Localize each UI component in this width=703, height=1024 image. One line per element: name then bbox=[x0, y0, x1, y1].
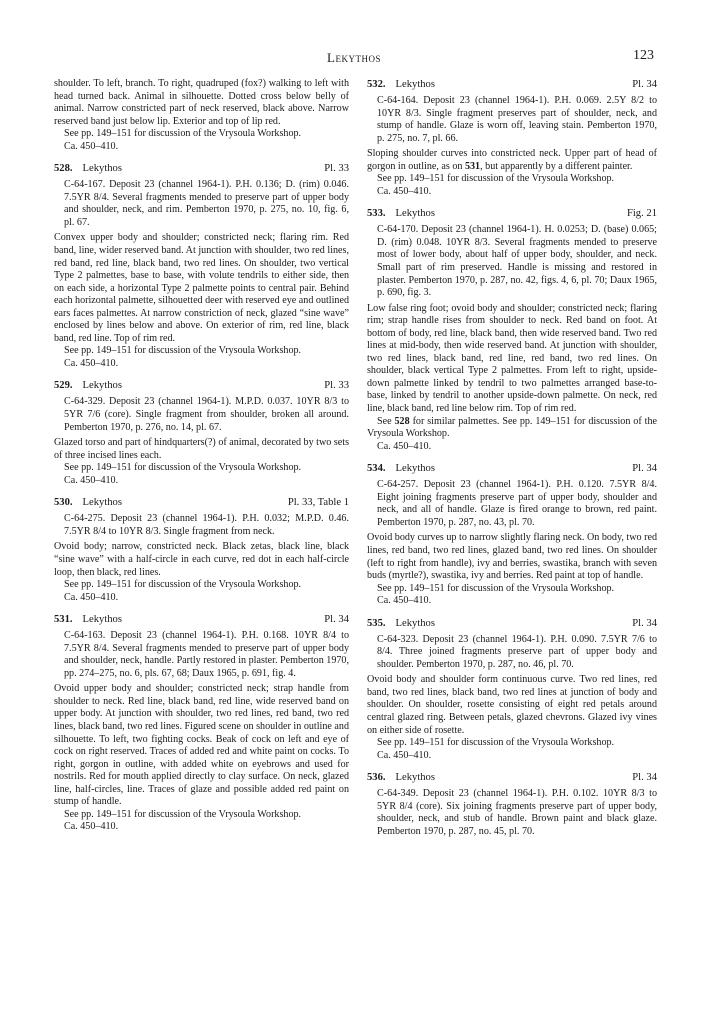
entry-header bbox=[367, 617, 657, 631]
entry-date: Ca. 450–410. bbox=[377, 595, 432, 607]
entry-name: Lekythos bbox=[82, 614, 122, 626]
entry-catalog: C-64-323. Deposit 23 (channel 1964-1). P.H. 0.090. 7.5YR 7/6 to 8/4. Three joined fragments preserve part of upper body and shoulder. Pemberton 1970, p. 287, no. 46, pl. 70. bbox=[377, 633, 657, 670]
entry-date: Ca. 450–410. bbox=[64, 591, 119, 603]
entry-plate: Pl. 34 bbox=[632, 463, 657, 475]
entry-see-note: See pp. 149–151 for discussion of the Vrysoula Workshop. bbox=[64, 808, 302, 820]
entry-catalog: C-64-257. Deposit 23 (channel 1964-1). P.H. 0.120. 7.5YR 8/4. Eight joining fragments preserve part of upper body, shoulder and neck, and all of handle. Glaze is fired orange to brown, red paint. Pemberton 1970, p. 287, no. 43, pl. 70. bbox=[377, 479, 657, 528]
entry-header bbox=[367, 207, 657, 221]
entry-catalog: C-64-170. Deposit 23 (channel 1964-1). H. 0.0253; D. (base) 0.065; D. (rim) 0.048. 10YR 8/3. Several fragments mended to preserve most of lower body, about half of upper body, shoulder, and neck. Small part of rim preserved. Handle is missing and restored in plaster. Pemberton 1970, p. 287, no. 42, figs. 4, 6, pl. 70; Daux 1965, p. 690, fig. 3. bbox=[377, 224, 657, 299]
entry-number: 535. bbox=[367, 617, 386, 629]
entry-see-note: See 528 for similar palmettes. See pp. 149–151 for discussion of the Vrysoula Workshop. bbox=[367, 415, 657, 440]
entry-description: Ovoid body and shoulder form continuous curve. Two red lines, red band, two red lines, black band, two red lines at junction of body and shoulder. On shoulder, rosette consisting of eight red petals around central glazed ring. Between petals, glazed chevrons. Glazed ivy vines on either side of rosette. bbox=[367, 674, 657, 736]
running-title: Lekythos bbox=[327, 50, 381, 65]
entry-catalog: C-64-275. Deposit 23 (channel 1964-1). P.H. 0.032; M.P.D. 0.46. 7.5YR 8/4 to 10YR 8/3. Single fragment from neck. bbox=[64, 513, 349, 537]
intro-see-note: See pp. 149–151 for discussion of the Vrysoula Workshop. bbox=[64, 128, 302, 140]
entry-description: Glazed torso and part of hindquarters(?) of animal, decorated by two sets of three incised lines each. bbox=[54, 437, 349, 461]
entry-header bbox=[367, 771, 657, 785]
entry-date: Ca. 450–410. bbox=[64, 474, 119, 486]
page-number: 123 bbox=[633, 48, 654, 63]
left-column bbox=[54, 78, 349, 834]
entry-date: Ca. 450–410. bbox=[64, 357, 119, 369]
entry-description: Sloping shoulder curves into constricted neck. Upper part of head of gorgon in outline, as on 531, but apparently by a different painter. bbox=[367, 148, 657, 172]
entry-header bbox=[54, 613, 349, 627]
entry-name: Lekythos bbox=[82, 497, 122, 509]
entry-plate: Pl. 34 bbox=[324, 614, 349, 626]
entry-name: Lekythos bbox=[395, 208, 435, 220]
intro-date: Ca. 450–410. bbox=[64, 140, 119, 152]
entry-plate: Pl. 34 bbox=[632, 617, 657, 629]
entry-description: Convex upper body and shoulder; constricted neck; flaring rim. Red band, line, wider reserved band. At junction with shoulder, two red lines, red band, red line, black band, two red lines. On shoulder, two vertical Type 2 palmettes, base to base, with volute tendrils to either side, then on each side, a horizontal Type 2 palmette points to central pair. Behind each horizontal palmette, silhouetted deer with reserved eye and outlined ears faces palmettes. At narrow constriction of neck, glazed “sine wave” enclosed by lines below and above. On exterior of rim, red line, black band, red line. Top of rim red. bbox=[54, 232, 349, 344]
entry-name: Lekythos bbox=[395, 617, 435, 629]
catalog-entry-532 bbox=[367, 78, 657, 198]
entry-figure: Fig. 21 bbox=[626, 208, 657, 220]
entry-date: Ca. 450–410. bbox=[64, 821, 119, 833]
running-head bbox=[54, 48, 654, 68]
entry-plate: Pl. 33 bbox=[324, 380, 349, 392]
entry-description: Low false ring foot; ovoid body and shoulder; constricted neck; flaring rim; strap handle rises from shoulder to neck. Red band on foot. At bottom of body, red line, black band, then wide reserved band. Two red lines at mid-body, then wide reserved band. At junction with shoulder, two red lines, black band, red line, red band, two red lines. On shoulder, black vertical Type 2 palmettes. From left to right, upside-down palmette linked by tendril to two palmettes arranged base-to-base, linked by tendril to another upside-down palmette. On neck, red line, black band, red line below rim. Top of rim red. bbox=[367, 302, 657, 415]
entry-number: 536. bbox=[367, 772, 386, 784]
entry-name: Lekythos bbox=[395, 79, 435, 90]
entry-number: 532. bbox=[367, 79, 386, 90]
catalog-entry-536 bbox=[367, 771, 657, 838]
entry-plate: Pl. 34 bbox=[632, 79, 657, 90]
entry-catalog: C-64-167. Deposit 23 (channel 1964-1). P.H. 0.136; D. (rim) 0.046. 7.5YR 8/4. Several fragments mended to preserve part of upper body and shoulder, neck, and rim. Pemberton 1970, p. 275, no. 10, fig. 6, pl. 67. bbox=[64, 179, 349, 228]
entry-number: 530. bbox=[54, 497, 73, 509]
entry-date: Ca. 450–410. bbox=[377, 749, 432, 761]
entry-see-note: See pp. 149–151 for discussion of the Vrysoula Workshop. bbox=[377, 173, 615, 185]
catalog-entry-528 bbox=[54, 162, 349, 370]
entry-name: Lekythos bbox=[82, 380, 122, 392]
entry-catalog: C-64-349. Deposit 23 (channel 1964-1). P.H. 0.102. 10YR 8/3 to 5YR 8/4 (core). Six joining fragments preserve part of upper body, shoulder, neck, and stub of handle. Brown paint and black glaze. Pemberton 1970, p. 287, no. 45, pl. 70. bbox=[377, 788, 657, 837]
entry-name: Lekythos bbox=[395, 463, 435, 475]
cross-reference: 531 bbox=[464, 160, 481, 172]
entry-name: Lekythos bbox=[395, 772, 435, 784]
entry-header bbox=[54, 496, 349, 510]
entry-number: 529. bbox=[54, 380, 73, 392]
entry-header bbox=[54, 379, 349, 393]
entry-see-note: See pp. 149–151 for discussion of the Vrysoula Workshop. bbox=[377, 582, 615, 594]
entry-catalog: C-64-329. Deposit 23 (channel 1964-1). M.P.D. 0.037. 10YR 8/3 to 5YR 7/6 (core). Single fragment from shoulder, broken all around. Pemberton 1970, p. 276, no. 14, pl. 67. bbox=[64, 396, 349, 433]
catalog-entry-529 bbox=[54, 379, 349, 487]
right-column bbox=[367, 78, 657, 841]
entry-header bbox=[367, 78, 657, 92]
entry-description: Ovoid body curves up to narrow slightly flaring neck. On body, two red lines, red band, two red lines, glazed band, two red lines. On shoulder (left to right from handle), ivy and berries, swastika, branch with seven buds (myrtle?), swastika, ivy and berries. Red paint at top of handle. bbox=[367, 532, 657, 582]
entry-see-note: See pp. 149–151 for discussion of the Vrysoula Workshop. bbox=[377, 737, 615, 749]
catalog-entry-530 bbox=[54, 496, 349, 604]
entry-header bbox=[367, 462, 657, 476]
entry-see-note: See pp. 149–151 for discussion of the Vrysoula Workshop. bbox=[64, 579, 302, 591]
entry-catalog: C-64-163. Deposit 23 (channel 1964-1). P.H. 0.168. 10YR 8/4 to 7.5YR 8/4. Several fragments mended to preserve part of upper body and shoulder, neck, handle. Partly restored in plaster. Pemberton 1970, pp. 274–275, no. 6, pls. 67, 68; Daux 1965, p. 691, fig. 4. bbox=[64, 630, 349, 679]
entry-plate: Pl. 34 bbox=[632, 772, 657, 784]
entry-name: Lekythos bbox=[82, 163, 122, 175]
catalog-entry-533 bbox=[367, 207, 657, 453]
entry-see-note: See pp. 149–151 for discussion of the Vrysoula Workshop. bbox=[64, 345, 302, 357]
entry-see-note: See pp. 149–151 for discussion of the Vrysoula Workshop. bbox=[64, 462, 302, 474]
intro-paragraph: shoulder. To left, branch. To right, quadruped (fox?) walking to left with head turned back. Animal in silhouette. Dotted cross below belly of animal. Narrow constricted part of neck reserved, black above. Narrow reserved band just below lip. Exterior and top of lip red. bbox=[54, 78, 349, 127]
cross-reference: 528 bbox=[394, 415, 410, 427]
entry-number: 528. bbox=[54, 163, 73, 175]
catalog-entry-535 bbox=[367, 617, 657, 762]
entry-number: 534. bbox=[367, 463, 386, 475]
entry-description: Ovoid upper body and shoulder; constricted neck; strap handle from shoulder to neck. Red line, black band, red line, wide reserved band on upper body. At junction with shoulder, two red lines, red band, two red lines, black band, two red lines. Figured scene on shoulder in outline and silhouette. To left, two fighting cocks. Beak of cock on left and eye of cock on right reserved. Traces of added red and white paint on cocks. To right, gorgon in outline, with added white on eyebrows and used for nostrils. Red for mouth applied directly to clay surface. On neck, glazed line, half-circles, line. Traces of glaze and possible added red paint on stump of handle. bbox=[54, 683, 349, 808]
entry-header bbox=[54, 162, 349, 176]
entry-catalog: C-64-164. Deposit 23 (channel 1964-1). P.H. 0.069. 2.5Y 8/2 to 10YR 8/3. Single fragment preserves part of shoulder, neck, and stump of handle. Glaze is worn off, leaving stain. Pemberton 1970, p. 275, no. 7, pl. 66. bbox=[377, 95, 657, 144]
entry-date: Ca. 450–410. bbox=[377, 440, 432, 452]
catalog-entry-534 bbox=[367, 462, 657, 607]
catalog-entry-531 bbox=[54, 613, 349, 834]
entry-number: 531. bbox=[54, 614, 73, 626]
entry-plate: Pl. 33, Table 1 bbox=[287, 497, 349, 509]
entry-number: 533. bbox=[367, 208, 386, 220]
entry-date: Ca. 450–410. bbox=[377, 185, 432, 197]
entry-plate: Pl. 33 bbox=[324, 163, 349, 175]
entry-description: Ovoid body; narrow, constricted neck. Black zetas, black line, black “sine wave” with a half-circle in each curve, red dot in each half-circle loop, then black, red lines. bbox=[54, 541, 349, 578]
